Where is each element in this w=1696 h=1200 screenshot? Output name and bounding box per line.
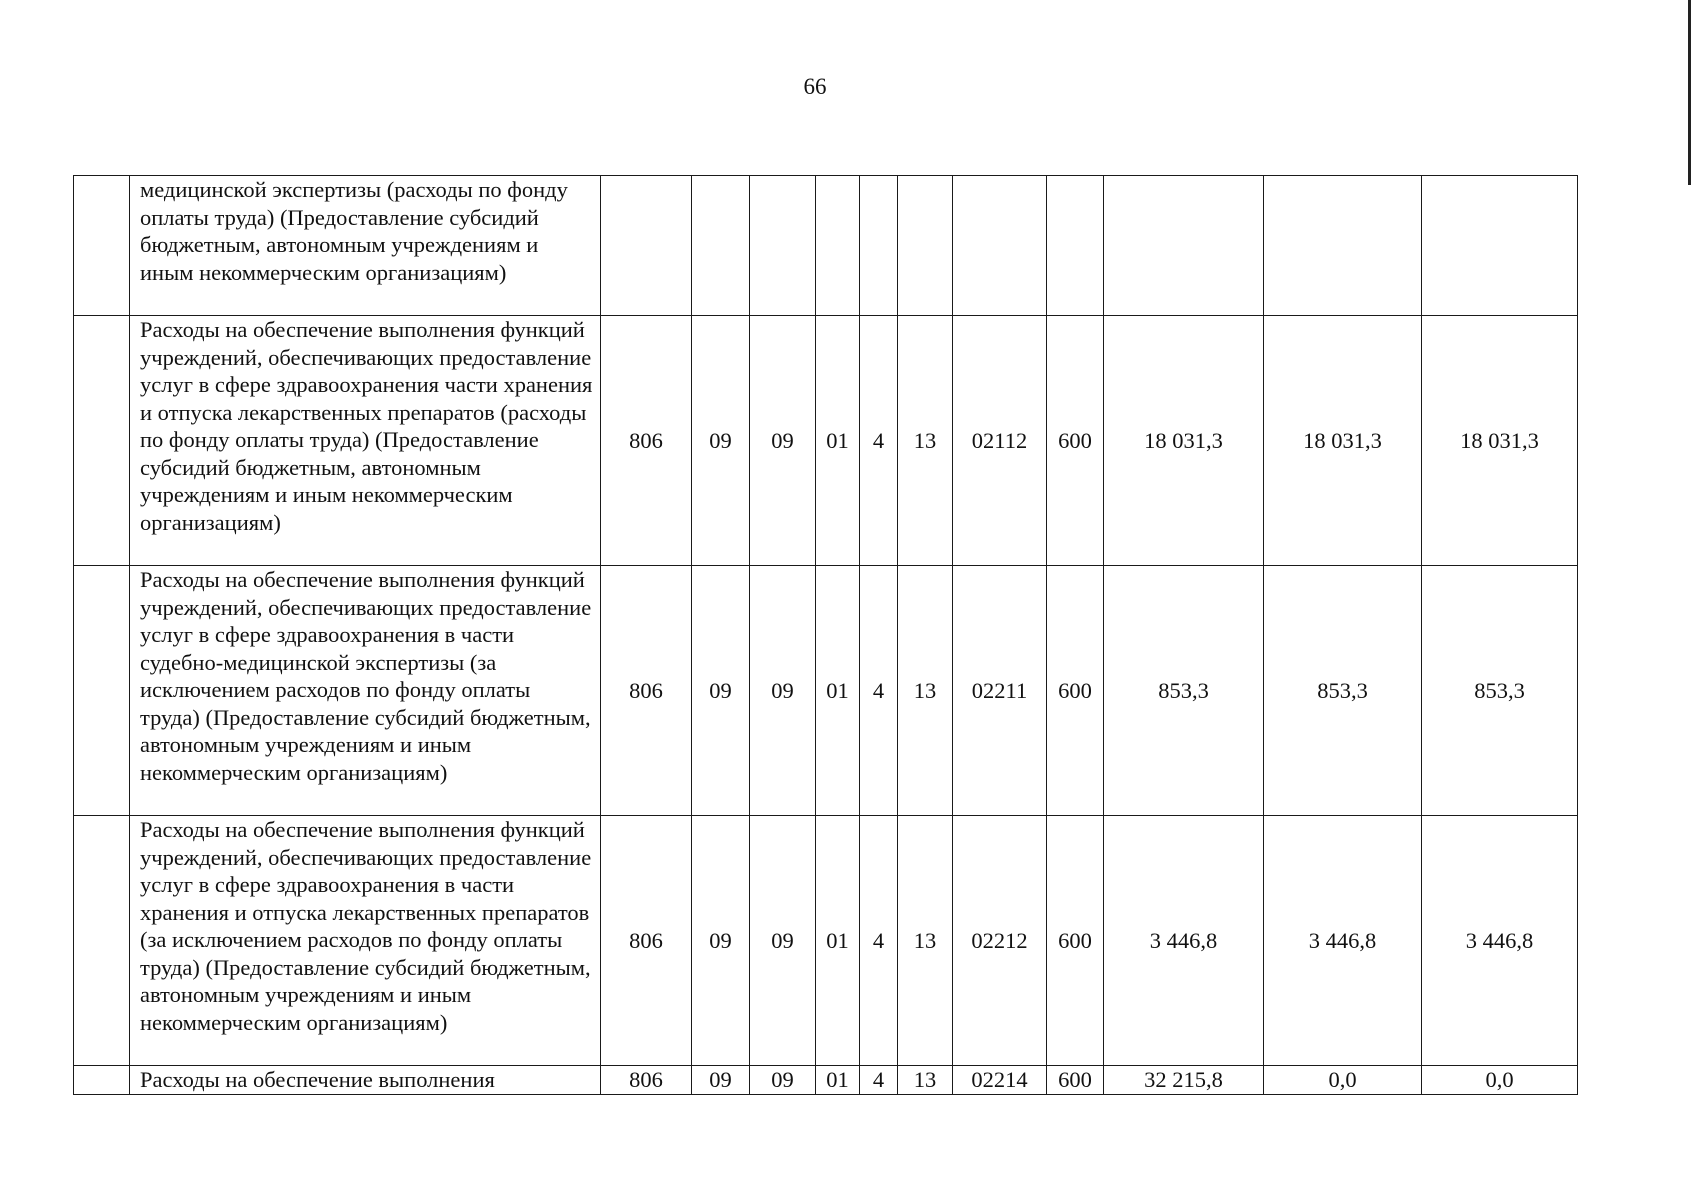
- pr-cell: 09: [750, 816, 816, 1066]
- sum-year2-cell: 18 031,3: [1264, 316, 1422, 566]
- vr-cell: 600: [1047, 566, 1104, 816]
- pr-cell: 09: [750, 316, 816, 566]
- row-index-cell: [74, 566, 130, 816]
- csr-part4-cell: 02112: [953, 316, 1047, 566]
- csr-part4-cell: 02211: [953, 566, 1047, 816]
- rz-cell: 09: [692, 316, 750, 566]
- csr-part1-cell: 01: [816, 566, 860, 816]
- sum-year1-cell: 32 215,8: [1104, 1066, 1264, 1095]
- row-index-cell: [74, 816, 130, 1066]
- ved-cell: 806: [601, 316, 692, 566]
- csr-part1-cell: 01: [816, 316, 860, 566]
- rz-cell: [692, 176, 750, 316]
- table-row: [74, 816, 1578, 1066]
- csr-part3-cell: 13: [898, 316, 953, 566]
- description-cell: Расходы на обеспечение выполнения функций учреждений, обеспечивающих предоставление услуг в сфере здравоохранения в части хранения и отпуска лекарственных препаратов (за исключением расходов по фонду оплаты труда) (Предоставление субсидий бюджетным, автономным учреждениям и иным некоммерческим организациям): [130, 816, 601, 1066]
- sum-year3-cell: 3 446,8: [1422, 816, 1578, 1066]
- csr-part4-cell: [953, 176, 1047, 316]
- rz-cell: 09: [692, 566, 750, 816]
- csr-part3-cell: 13: [898, 566, 953, 816]
- csr-part1-cell: 01: [816, 1066, 860, 1095]
- csr-part2-cell: [860, 176, 898, 316]
- scan-edge-line: [1688, 0, 1691, 185]
- sum-year3-cell: 0,0: [1422, 1066, 1578, 1095]
- csr-part2-cell: 4: [860, 816, 898, 1066]
- ved-cell: 806: [601, 566, 692, 816]
- description-cell: Расходы на обеспечение выполнения функций учреждений, обеспечивающих предоставление услуг в сфере здравоохранения части хранения и отпуска лекарственных препаратов (расходы по фонду оплаты труда) (Предоставление субсидий бюджетным, автономным учреждениям и иным некоммерческим организациям): [130, 316, 601, 566]
- row-index-cell: [74, 316, 130, 566]
- sum-year1-cell: 3 446,8: [1104, 816, 1264, 1066]
- description-cell: медицинской экспертизы (расходы по фонду оплаты труда) (Предоставление субсидий бюджетным, автономным учреждениям и иным некоммерческим организациям): [130, 176, 601, 316]
- vr-cell: [1047, 176, 1104, 316]
- csr-part3-cell: 13: [898, 1066, 953, 1095]
- csr-part3-cell: 13: [898, 816, 953, 1066]
- table-row: [74, 176, 1578, 316]
- csr-part1-cell: [816, 176, 860, 316]
- ved-cell: [601, 176, 692, 316]
- vr-cell: 600: [1047, 316, 1104, 566]
- sum-year1-cell: [1104, 176, 1264, 316]
- sum-year2-cell: 3 446,8: [1264, 816, 1422, 1066]
- row-index-cell: [74, 1066, 130, 1095]
- sum-year1-cell: 853,3: [1104, 566, 1264, 816]
- csr-part2-cell: 4: [860, 316, 898, 566]
- pr-cell: 09: [750, 1066, 816, 1095]
- description-cell: Расходы на обеспечение выполнения функций учреждений, обеспечивающих предоставление услуг в сфере здравоохранения в части судебно-медицинской экспертизы (за исключением расходов по фонду оплаты труда) (Предоставление субсидий бюджетным, автономным учреждениям и иным некоммерческим организациям): [130, 566, 601, 816]
- sum-year2-cell: 0,0: [1264, 1066, 1422, 1095]
- table-row: [74, 1066, 1578, 1095]
- csr-part4-cell: 02214: [953, 1066, 1047, 1095]
- table-row: [74, 316, 1578, 566]
- row-index-cell: [74, 176, 130, 316]
- vr-cell: 600: [1047, 816, 1104, 1066]
- vr-cell: 600: [1047, 1066, 1104, 1095]
- csr-part3-cell: [898, 176, 953, 316]
- sum-year2-cell: [1264, 176, 1422, 316]
- rz-cell: 09: [692, 1066, 750, 1095]
- page-number: 66: [803, 74, 827, 99]
- sum-year3-cell: [1422, 176, 1578, 316]
- budget-table: [73, 175, 1578, 1095]
- sum-year3-cell: 18 031,3: [1422, 316, 1578, 566]
- csr-part1-cell: 01: [816, 816, 860, 1066]
- pr-cell: 09: [750, 566, 816, 816]
- csr-part2-cell: 4: [860, 566, 898, 816]
- ved-cell: 806: [601, 816, 692, 1066]
- csr-part2-cell: 4: [860, 1066, 898, 1095]
- csr-part4-cell: 02212: [953, 816, 1047, 1066]
- sum-year3-cell: 853,3: [1422, 566, 1578, 816]
- description-cell: Расходы на обеспечение выполнения: [130, 1066, 601, 1095]
- table-row: [74, 566, 1578, 816]
- pr-cell: [750, 176, 816, 316]
- sum-year2-cell: 853,3: [1264, 566, 1422, 816]
- ved-cell: 806: [601, 1066, 692, 1095]
- rz-cell: 09: [692, 816, 750, 1066]
- sum-year1-cell: 18 031,3: [1104, 316, 1264, 566]
